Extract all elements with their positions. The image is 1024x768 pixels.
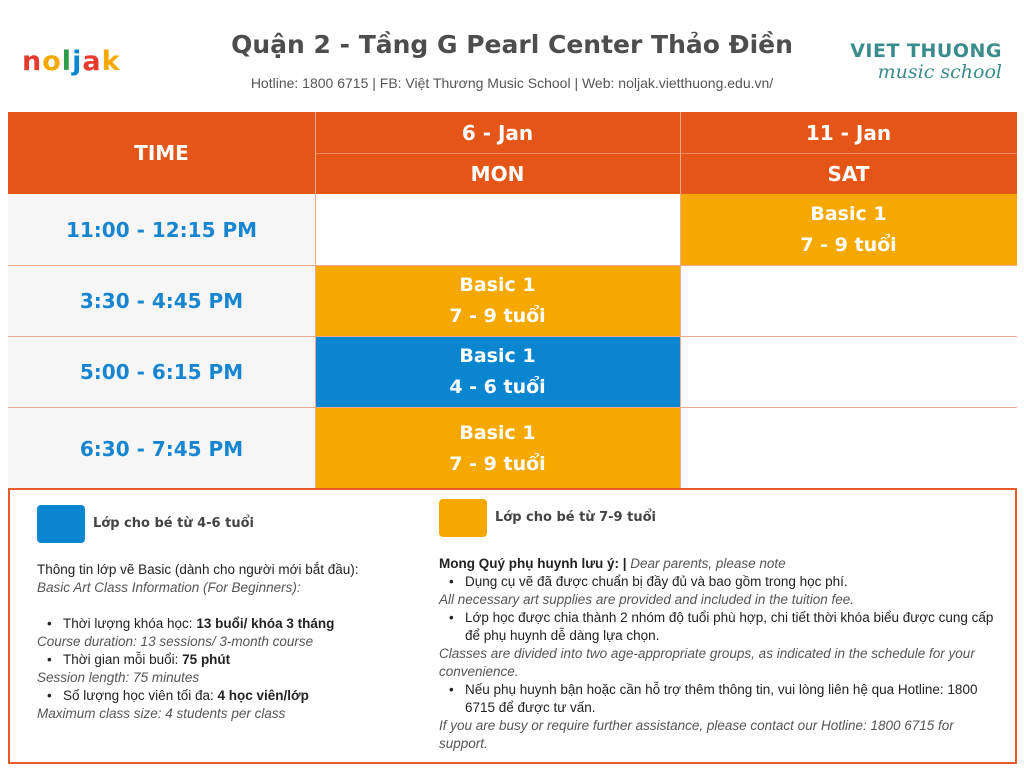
info-item-en: Maximum class size: 4 students per class (37, 706, 286, 721)
notes-heading-en: Dear parents, please note (626, 556, 786, 571)
class-ages: 7 - 9 tuổi (449, 304, 546, 327)
day-label: SAT (827, 161, 870, 186)
class-slot (315, 407, 680, 490)
legend-swatch-blue (37, 505, 85, 543)
date-label: 6 - Jan (461, 120, 534, 145)
time-slot (8, 407, 315, 490)
class-ages: 7 - 9 tuổi (449, 452, 546, 475)
empty-slot (680, 407, 1017, 490)
info-item-en: Session length: 75 minutes (37, 670, 200, 685)
logo-letter: j (72, 46, 83, 77)
logo-letter: a (82, 46, 102, 77)
logo-line-1: VIET THUONG (850, 40, 1002, 62)
note-item-en: If you are busy or require further assistance, please contact our Hotline: 1800 6715 for support. (439, 718, 954, 751)
info-item-value: 75 phút (182, 652, 231, 667)
info-item-value: 4 học viên/lớp (217, 688, 309, 703)
class-slot (680, 194, 1017, 265)
logo-letter: o (42, 46, 62, 77)
basic-class-info (37, 561, 407, 723)
page-title: Quận 2 - Tầng G Pearl Center Thảo Điền (231, 30, 793, 59)
info-item-label: Thời gian mỗi buổi: (63, 652, 183, 667)
schedule-table (8, 112, 1017, 490)
viet-thuong-logo (850, 40, 1002, 82)
info-item-label: Số lượng học viên tối đa: (63, 688, 218, 703)
column-date-header (680, 112, 1017, 153)
time-slot (8, 194, 315, 265)
time-slot (8, 265, 315, 336)
legend-swatch-orange (439, 499, 487, 537)
date-label: 11 - Jan (805, 120, 892, 145)
time-slot-label: 6:30 - 7:45 PM (79, 436, 244, 461)
note-item: • Dụng cụ vẽ đã được chuẩn bị đầy đủ và bao gồm trong học phí. (439, 573, 994, 591)
legend-label-4-6: Lớp cho bé từ 4-6 tuổi (93, 516, 254, 531)
info-item (37, 687, 407, 705)
parent-notes (439, 555, 994, 753)
contact-subtitle: Hotline: 1800 6715 | FB: Việt Thương Music School | Web: noljak.vietthuong.edu.vn/ (250, 75, 774, 91)
time-slot-label: 3:30 - 4:45 PM (79, 288, 244, 313)
class-name: Basic 1 (810, 202, 887, 225)
note-item: • Lớp học được chia thành 2 nhóm độ tuổi phù hợp, chi tiết thời khóa biểu được cung cấp để phụ huynh dễ dàng lựa chọn. (439, 609, 994, 645)
time-slot (8, 336, 315, 407)
class-name: Basic 1 (459, 344, 536, 367)
column-day-header (680, 153, 1017, 194)
legend-label-7-9: Lớp cho bé từ 7-9 tuổi (495, 510, 656, 525)
logo-line-2: music school (877, 61, 1002, 83)
time-slot-label: 11:00 - 12:15 PM (65, 217, 258, 242)
info-item-en: Course duration: 13 sessions/ 3-month course (37, 634, 314, 649)
note-item-en: Classes are divided into two age-appropriate groups, as indicated in the schedule for your convenience. (439, 646, 975, 679)
note-item: • Nếu phụ huynh bận hoặc cần hỗ trợ thêm thông tin, vui lòng liên hệ qua Hotline: 1800 6715 để được tư vấn. (439, 681, 994, 717)
time-column-header (8, 112, 315, 194)
class-slot (315, 265, 680, 336)
info-item-value: 13 buổi/ khóa 3 tháng (196, 616, 335, 631)
notes-heading-vi: Mong Quý phụ huynh lưu ý: | (439, 556, 627, 571)
column-date-header (315, 112, 680, 153)
info-item-label: Thời lượng khóa học: (63, 616, 197, 631)
column-day-header (315, 153, 680, 194)
class-slot (315, 336, 680, 407)
logo-letter: n (22, 46, 43, 77)
info-heading-vi: Thông tin lớp vẽ Basic (dành cho người mới bắt đầu): (37, 562, 359, 577)
empty-slot (315, 194, 680, 265)
class-ages: 4 - 6 tuổi (449, 375, 546, 398)
time-header-label: TIME (134, 141, 189, 165)
logo-letter: l (61, 46, 73, 77)
empty-slot (680, 265, 1017, 336)
logo-letter: k (101, 46, 121, 77)
empty-slot (680, 336, 1017, 407)
day-label: MON (470, 161, 525, 186)
info-item (37, 651, 407, 669)
time-slot-label: 5:00 - 6:15 PM (79, 359, 244, 384)
class-name: Basic 1 (459, 421, 536, 444)
notes-heading (439, 555, 994, 573)
class-name: Basic 1 (459, 273, 536, 296)
note-item-en: All necessary art supplies are provided and included in the tuition fee. (439, 592, 854, 607)
info-item (37, 615, 407, 633)
class-ages: 7 - 9 tuổi (800, 233, 897, 256)
info-heading-en: Basic Art Class Information (For Beginners): (37, 580, 301, 595)
